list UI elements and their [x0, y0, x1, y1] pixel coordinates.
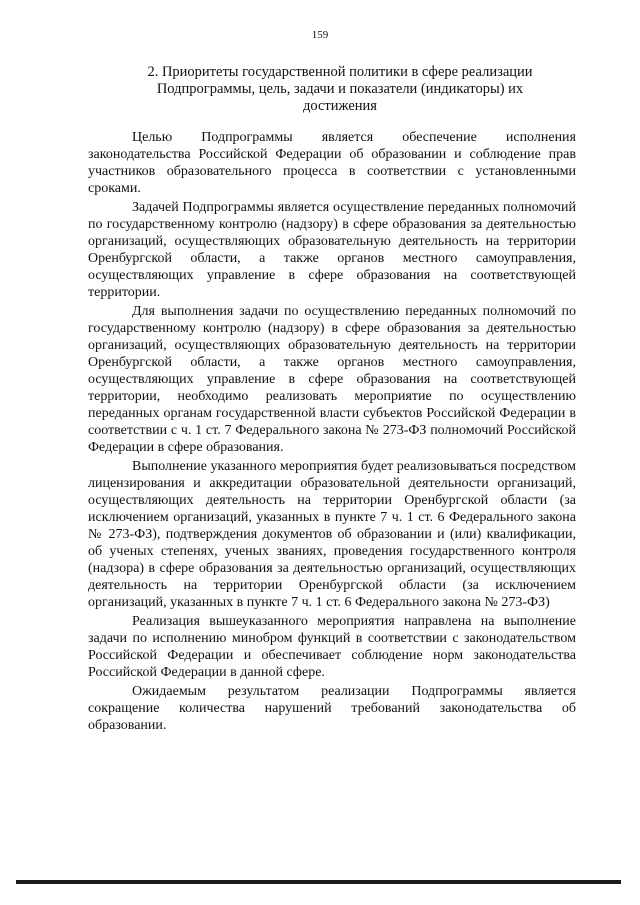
document-body — [88, 129, 576, 736]
bottom-divider — [16, 880, 621, 884]
section-heading: 2. Приоритеты государственной политики в сфере реализации Подпрограммы, цель, задачи и показатели (индикаторы) их достижения — [147, 64, 533, 114]
page-number: 159 — [311, 29, 329, 41]
paragraph-task: Задачей Подпрограммы является осуществление переданных полномочий по государственному контролю (надзору) в сфере образования за деятельностью организаций, осуществляющих образовательную деятельность на территории Оренбургской области, а также органов местного самоуправления, осуществляющих управление в сфере образования на соответствующей территории. — [88, 200, 576, 300]
paragraph-goal: Целью Подпрограммы является обеспечение исполнения законодательства Российской Федерации об образовании и соблюдение прав участников образовательного процесса в соответствии с установленными сроками. — [88, 130, 576, 196]
paragraph-implementation: Выполнение указанного мероприятия будет реализовываться посредством лицензирования и аккредитации образовательной деятельности организаций, осуществляющих деятельность на территории Оренбургской области (за исключением организаций, указанных в пункте 7 ч. 1 ст. 6 Федерального закона № 273-ФЗ), подтверждения документов об образовании и (или) квалификации, об ученых степенях, ученых званиях, проведения государственного контроля (надзора) в сфере образования за деятельностью организаций, осуществляющих деятельность на территории Оренбургской области (за исключением организаций, указанных в пункте 7 ч. 1 ст. 6 Федерального закона № 273-ФЗ) — [88, 459, 576, 610]
paragraph-expected-result: Ожидаемым результатом реализации Подпрограммы является сокращение количества нарушений требований законодательства об образовании. — [88, 684, 576, 733]
paragraph-measure: Для выполнения задачи по осуществлению переданных полномочий по государственному контролю (надзору) в сфере образования за деятельностью организаций, осуществляющих образовательную деятельность на территории Оренбургской области, а также органов местного самоуправления, осуществляющих управление в сфере образования на соответствующей территории, необходимо реализовать мероприятие по осуществлению переданных органам государственной власти субъектов Российской Федерации в соответствии с ч. 1 ст. 7 Федерального закона № 273-ФЗ полномочий Российской Федерации в сфере образования. — [88, 304, 576, 455]
paragraph-purpose: Реализация вышеуказанного мероприятия направлена на выполнение задачи по исполнению минобром функций в соответствии с законодательством Российской Федерации и обеспечивает соблюдение норм законодательства Российской Федерации в данной сфере. — [88, 614, 576, 680]
